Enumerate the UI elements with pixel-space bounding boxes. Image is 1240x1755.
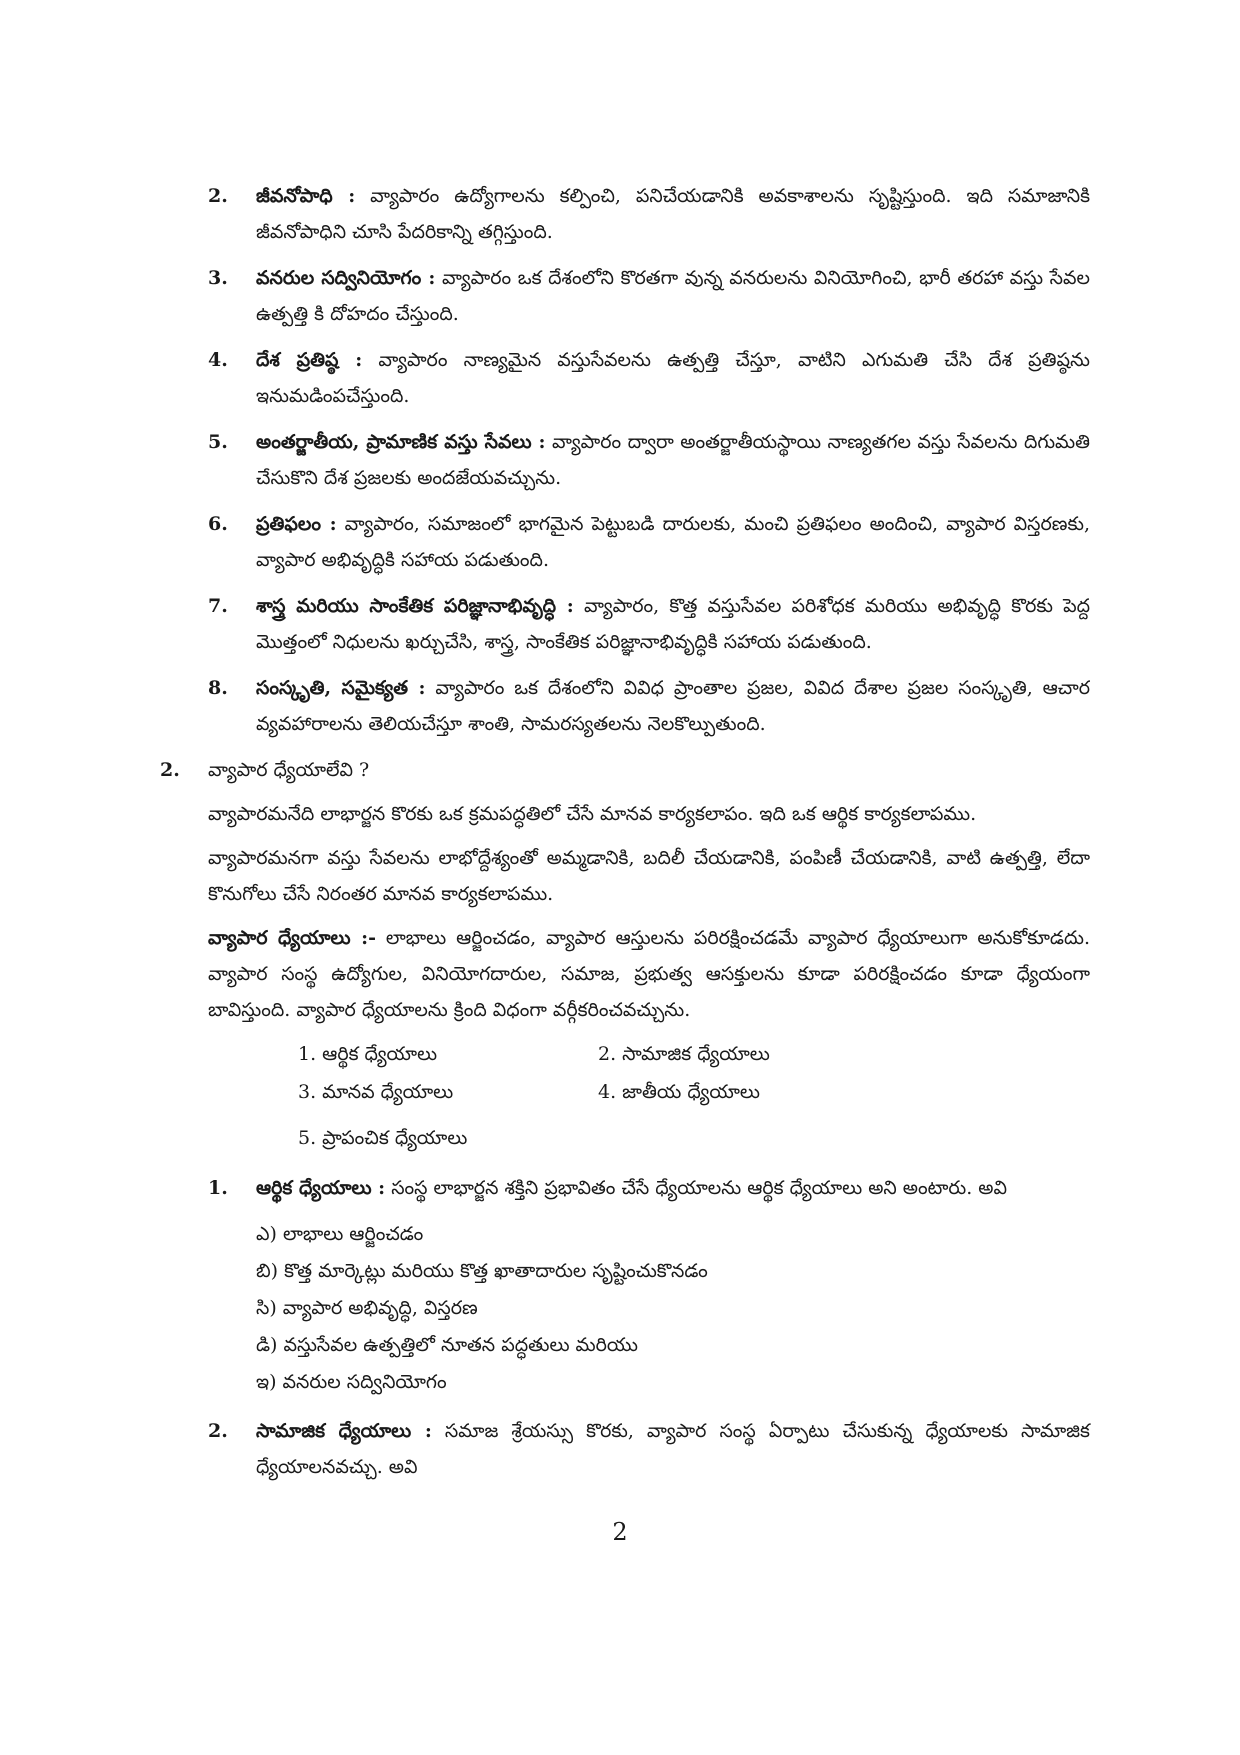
intro-paragraph-2: వ్యాపారమనగా వస్తు సేవలను లాభోద్దేశ్యంతో అమ్మడానికి, బదిలీ చేయడానికి, పంపిణీ చేయడానికి, వాటి ఉత్పత్తి, లేదా కొనుగోలు చేసే నిరంతర మానవ కార్యకలాపము. — [208, 847, 1090, 905]
item-text: వ్యాపారం, సమాజంలో భాగమైన పెట్టుబడి దారులకు, మంచి ప్రతిఫలం అందించి, వ్యాపార విస్తరణకు, వ్యాపార అభివృద్ధికి సహాయ పడుతుంది. — [256, 513, 1090, 571]
item-number: 5. — [208, 431, 228, 453]
item-text: సమాజ శ్రేయస్సు కొరకు, వ్యాపార సంస్థ ఏర్పాటు చేసుకున్న ధ్యేయాలకు సామాజిక ధ్యేయాలనవచ్చు. అవి — [256, 1420, 1090, 1478]
list-item-culture-unity — [208, 670, 1090, 742]
goals-text: లాభాలు ఆర్జించడం, వ్యాపార ఆస్తులను పరిరక్షించడమే వ్యాపార ధ్యేయాలుగా అనుకోకూడదు. వ్యాపార సంస్థ ఉద్యోగుల, వినియోగదారుల, సమాజ, ప్రభుత్వ ఆసక్తులను కూడా పరిరక్షించడం కూడా ధ్యేయంగా బావిస్తుంది. వ్యాపార ధ్యేయాలను క్రింది విధంగా వర్గీకరించవచ్చును. — [208, 927, 1090, 1021]
page-number: 2 — [612, 1518, 628, 1546]
item-number: 3. — [208, 267, 228, 289]
goals-term: వ్యాపార ధ్యేయాలు :- — [208, 927, 376, 949]
item-term: ఆర్థిక ధ్యేయాలు : — [256, 1177, 386, 1199]
item-text: వ్యాపారం, కొత్త వస్తుసేవల పరిశోధక మరియు అభివృద్ధి కొరకు పెద్ద మొత్తంలో నిధులను ఖర్చుచేసి, శాస్త్ర, సాంకేతిక పరిజ్ఞానాభివృద్ధికి సహాయ పడుతుంది. — [256, 595, 1091, 653]
social-goals — [208, 1413, 1090, 1485]
item-text: వ్యాపారం ద్వారా అంతర్జాతీయస్థాయి నాణ్యతగల వస్తు సేవలను దిగుమతి చేసుకొని దేశ ప్రజలకు అందజేయవచ్చును. — [256, 431, 1090, 489]
list-item-livelihood — [208, 178, 1090, 250]
page-content — [160, 178, 1090, 1495]
list-item-international-goods — [208, 424, 1090, 496]
question-heading — [160, 752, 1090, 788]
list-item-science-technology — [208, 588, 1090, 660]
item-number: 7. — [208, 595, 228, 617]
list-item-national-prestige — [208, 342, 1090, 414]
item-number: 1. — [208, 1177, 228, 1199]
item-number: 2. — [208, 1420, 228, 1442]
item-term: జీవనోపాధి : — [256, 185, 356, 207]
item-text: వ్యాపారం ఒక దేశంలోని కొరతగా వున్న వనరులను వినియోగించి, భారీ తరహా వస్తు సేవల ఉత్పత్తి కి దోహదం చేస్తుంది. — [256, 267, 1090, 325]
item-term: దేశ ప్రతిష్ఠ : — [256, 349, 363, 371]
item-text: వ్యాపారం నాణ్యమైన వస్తుసేవలను ఉత్పత్తి చేస్తూ, వాటిని ఎగుమతి చేసి దేశ ప్రతిష్ఠను ఇనుమడింపచేస్తుంది. — [256, 349, 1090, 407]
item-term: సంస్కృతి, సమైక్యత : — [256, 677, 426, 699]
sub-list-item: బి) కొత్త మార్కెట్లు మరియు కొత్త ఖాతాదారుల సృష్టించుకొనడం — [256, 1260, 708, 1282]
question-text: వ్యాపార ధ్యేయాలేవి ? — [208, 759, 370, 781]
intro-paragraph-1: వ్యాపారమనేది లాభార్జన కొరకు ఒక క్రమపద్ధతిలో చేసే మానవ కార్యకలాపం. ఇది ఒక ఆర్థిక కార్యకలాపము. — [208, 803, 977, 825]
sub-list-item: డి) వస్తుసేవల ఉత్పత్తిలో నూతన పద్ధతులు మరియు — [256, 1334, 638, 1356]
question-number: 2. — [160, 759, 180, 781]
economic-goals — [208, 1170, 1090, 1206]
economic-sub-list — [256, 1216, 1090, 1401]
goals-paragraph — [208, 920, 1090, 1028]
item-term: సామాజిక ధ్యేయాలు : — [256, 1420, 432, 1442]
sub-list-item: ఎ) లాభాలు ఆర్జించడం — [256, 1223, 424, 1245]
sub-list-item: ఇ) వనరుల సద్వినియోగం — [256, 1371, 447, 1393]
goal-item: 1. ఆర్థిక ధ్యేయాలు — [298, 1043, 438, 1065]
goals-list — [298, 1036, 1090, 1110]
item-term: అంతర్జాతీయ, ప్రామాణిక వస్తు సేవలు : — [256, 431, 546, 453]
item-number: 4. — [208, 349, 228, 371]
item-text: వ్యాపారం ఒక దేశంలోని వివిధ ప్రాంతాల ప్రజల, వివిద దేశాల ప్రజల సంస్కృతి, ఆచార వ్యవహారాలను తెలియచేస్తూ శాంతి, సామరస్యతలను నెలకొల్పుతుంది. — [256, 677, 1090, 735]
item-number: 2. — [208, 185, 228, 207]
item-term: వనరుల సద్వినియోగం : — [256, 267, 436, 289]
item-number: 8. — [208, 677, 228, 699]
sub-list-item: సి) వ్యాపార అభివృద్ధి, విస్తరణ — [256, 1297, 478, 1319]
item-term: శాస్త్ర మరియు సాంకేతిక పరిజ్ఞానాభివృద్ధి : — [256, 595, 574, 617]
goal-item-global: 5. ప్రాపంచిక ధ్యేయాలు — [298, 1127, 468, 1149]
item-text: సంస్థ లాభార్జన శక్తిని ప్రభావితం చేసే ధ్యేయాలను ఆర్థిక ధ్యేయాలు అని అంటారు. అవి — [385, 1177, 1007, 1199]
goal-item: 2. సామాజిక ధ్యేయాలు — [598, 1043, 770, 1065]
item-term: ప్రతిఫలం : — [256, 513, 337, 535]
item-text: వ్యాపారం ఉద్యోగాలను కల్పించి, పనిచేయడానికి అవకాశాలను సృష్టిస్తుంది. ఇది సమాజానికి జీవనోపాధిని చూసి పేదరికాన్ని తగ్గిస్తుంది. — [256, 185, 1090, 243]
goal-item: 4. జాతీయ ధ్యేయాలు — [598, 1081, 760, 1103]
list-item-returns — [208, 506, 1090, 578]
list-item-resource-use — [208, 260, 1090, 332]
item-number: 6. — [208, 513, 228, 535]
goal-item: 3. మానవ ధ్యేయాలు — [298, 1081, 454, 1103]
